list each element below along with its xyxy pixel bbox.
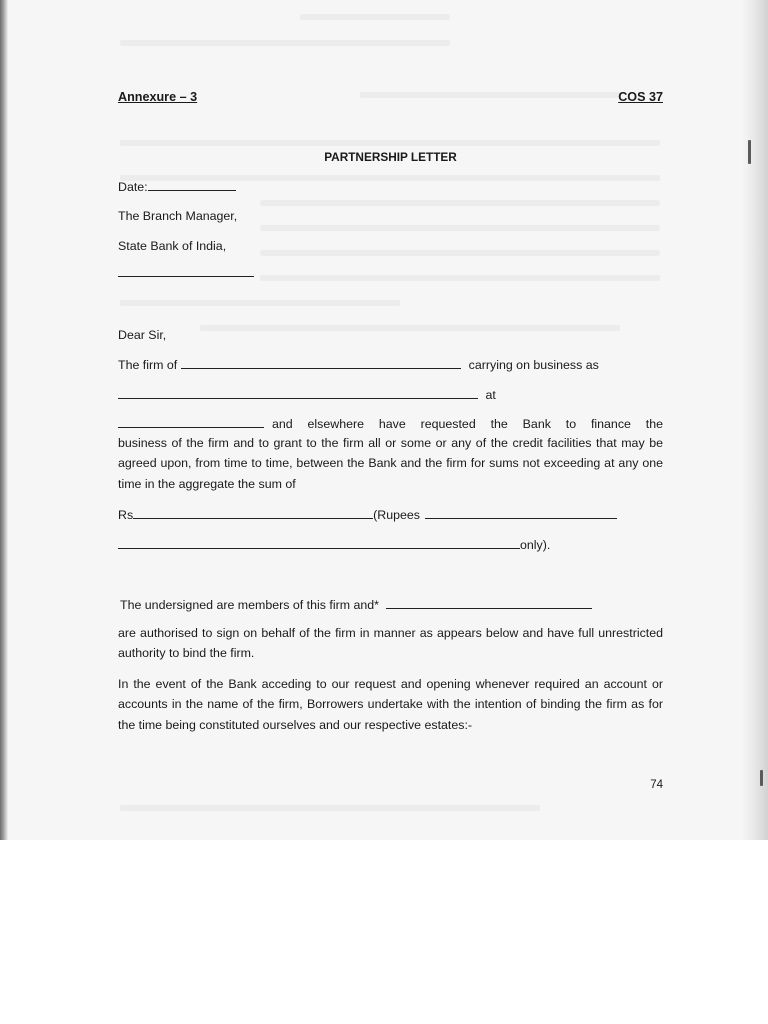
bleed-through-text xyxy=(120,805,540,811)
bleed-through-text xyxy=(260,275,660,281)
document-title: PARTNERSHIP LETTER xyxy=(324,150,457,164)
business-line xyxy=(118,384,496,406)
request-start-text: and elsewhere have requested the Bank to finance the xyxy=(272,417,663,431)
amount-line xyxy=(118,504,617,526)
undertaking-paragraph: In the event of the Bank acceding to our request and opening whenever required an account or accounts in the name of the firm, Borrowers undertake with the intention of binding the firm as for the time being constituted ourselves and our respective estates:- xyxy=(118,677,663,732)
annexure-label: Annexure – 3 xyxy=(118,90,198,104)
location-field[interactable] xyxy=(118,413,264,428)
request-paragraph: business of the firm and to grant to the firm all or some or any of the credit facilities that may be agreed upon, from time to time, between the Bank and the firm for sums not exceeding at any one time in the aggregate the sum of xyxy=(118,436,663,491)
rupees-label: (Rupees xyxy=(373,508,420,522)
bleed-through-text xyxy=(260,200,660,206)
branch-field[interactable] xyxy=(118,262,254,277)
carrying-on-text: carrying on business as xyxy=(468,358,599,372)
page-right-edge xyxy=(742,0,768,840)
date-field[interactable] xyxy=(148,176,236,191)
firm-of-text: The firm of xyxy=(118,358,178,372)
amount-words-continuation-field[interactable] xyxy=(118,534,520,549)
date-label: Date: xyxy=(118,180,148,194)
scan-mark xyxy=(760,770,763,786)
bleed-through-text xyxy=(260,225,660,231)
authorised-paragraph: are authorised to sign on behalf of the firm in manner as appears below and have full unrestricted authority to bind the firm. xyxy=(118,626,663,661)
amount-words-line xyxy=(118,534,550,556)
undersigned-text: The undersigned are members of this firm and* xyxy=(120,598,379,612)
recipient-line: The Branch Manager, xyxy=(118,209,238,223)
bleed-through-text xyxy=(300,14,450,20)
scan-mark xyxy=(748,140,751,164)
at-text: at xyxy=(485,388,496,402)
date-line xyxy=(118,176,236,198)
members-field[interactable] xyxy=(386,594,592,609)
members-line xyxy=(118,594,592,616)
bank-name-line: State Bank of India, xyxy=(118,239,227,253)
page-number: 74 xyxy=(650,779,663,791)
salutation: Dear Sir, xyxy=(118,328,167,342)
bleed-through-text xyxy=(360,92,620,98)
bleed-through-text xyxy=(260,250,660,256)
branch-line xyxy=(118,262,254,284)
bleed-through-text xyxy=(120,300,400,306)
business-field[interactable] xyxy=(118,384,478,399)
page-left-edge xyxy=(0,0,8,840)
location-line xyxy=(118,413,663,435)
bleed-through-text xyxy=(120,140,660,146)
amount-words-field[interactable] xyxy=(425,504,617,519)
firm-name-field[interactable] xyxy=(181,354,461,369)
amount-figures-field[interactable] xyxy=(133,504,373,519)
bleed-through-text xyxy=(120,40,450,46)
rs-label: Rs xyxy=(118,508,134,522)
firm-name-line xyxy=(118,354,599,376)
bleed-through-text xyxy=(200,325,620,331)
only-text: only). xyxy=(520,538,551,552)
form-code: COS 37 xyxy=(618,90,663,104)
